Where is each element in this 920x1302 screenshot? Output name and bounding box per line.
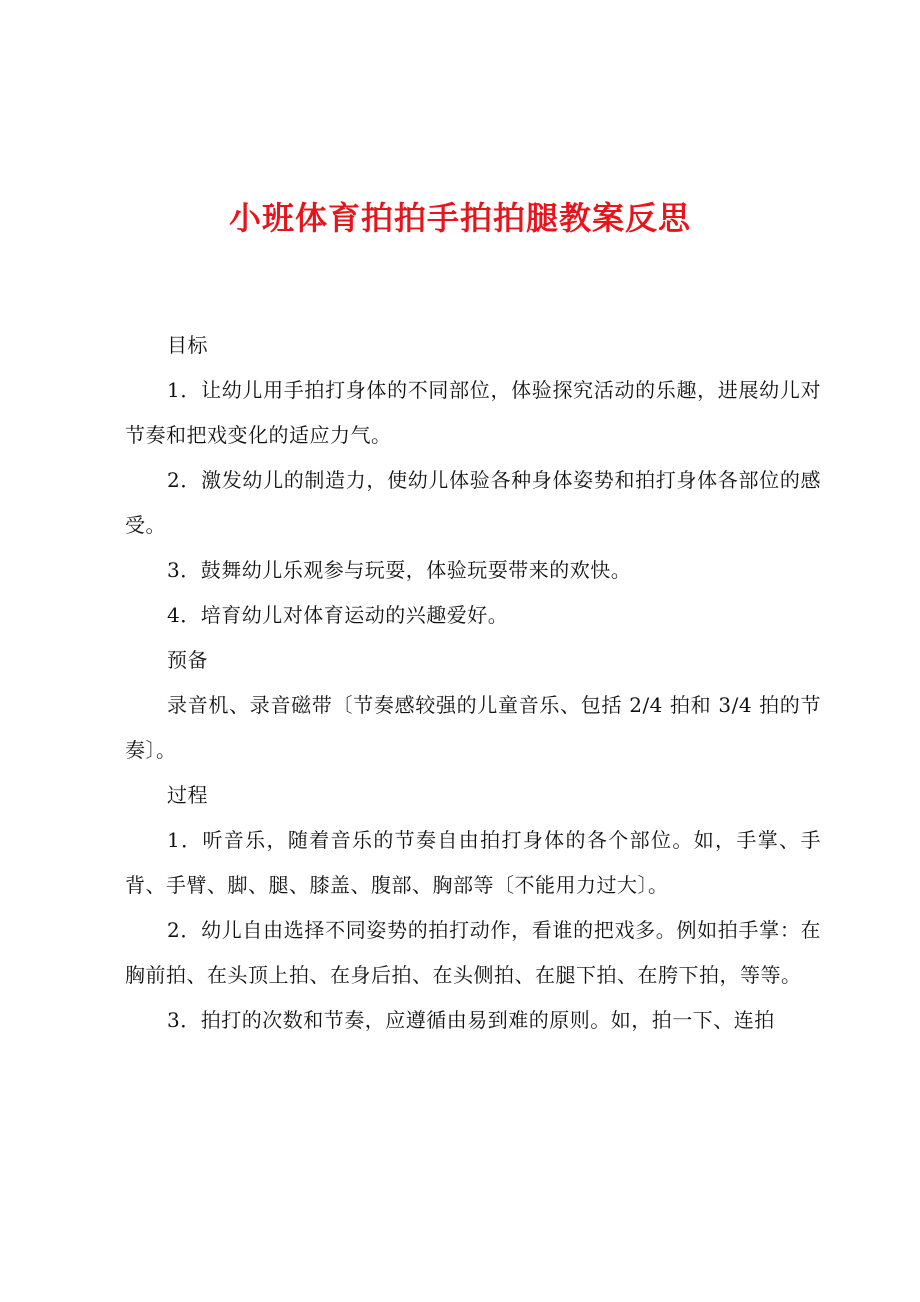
document-body [125,323,821,1043]
section-heading-preparation: 预备 [167,648,208,672]
goal-item-4: 4．培育幼儿对体育运动的兴趣爱好。 [167,603,509,627]
goal-item-3: 3．鼓舞幼儿乐观参与玩耍，体验玩耍带来的欢快。 [167,558,632,582]
section-heading-goal: 目标 [167,333,208,357]
process-step-3: 3．拍打的次数和节奏，应遵循由易到难的原则。如，拍一下、连拍 [167,1008,775,1032]
preparation-text: 录音机、录音磁带〔节奏感较强的儿童音乐、包括 2/4 拍和 3/4 拍的节奏〕。 [125,693,821,762]
process-step-2: 2．幼儿自由选择不同姿势的拍打动作，看谁的把戏多。例如拍手掌：在胸前拍、在头顶上拍、在身后拍、在头侧拍、在腿下拍、在胯下拍，等等。 [125,918,821,987]
section-heading-process: 过程 [167,783,208,807]
goal-item-2: 2．激发幼儿的制造力，使幼儿体验各种身体姿势和拍打身体各部位的感受。 [125,468,821,537]
process-step-1: 1．听音乐，随着音乐的节奏自由拍打身体的各个部位。如，手掌、手背、手臂、脚、腿、膝盖、腹部、胸部等〔不能用力过大〕。 [125,828,821,897]
goal-item-1: 1．让幼儿用手拍打身体的不同部位，体验探究活动的乐趣，进展幼儿对节奏和把戏变化的适应力气。 [125,378,821,447]
document-title: 小班体育拍拍手拍拍腿教案反思 [228,199,691,237]
